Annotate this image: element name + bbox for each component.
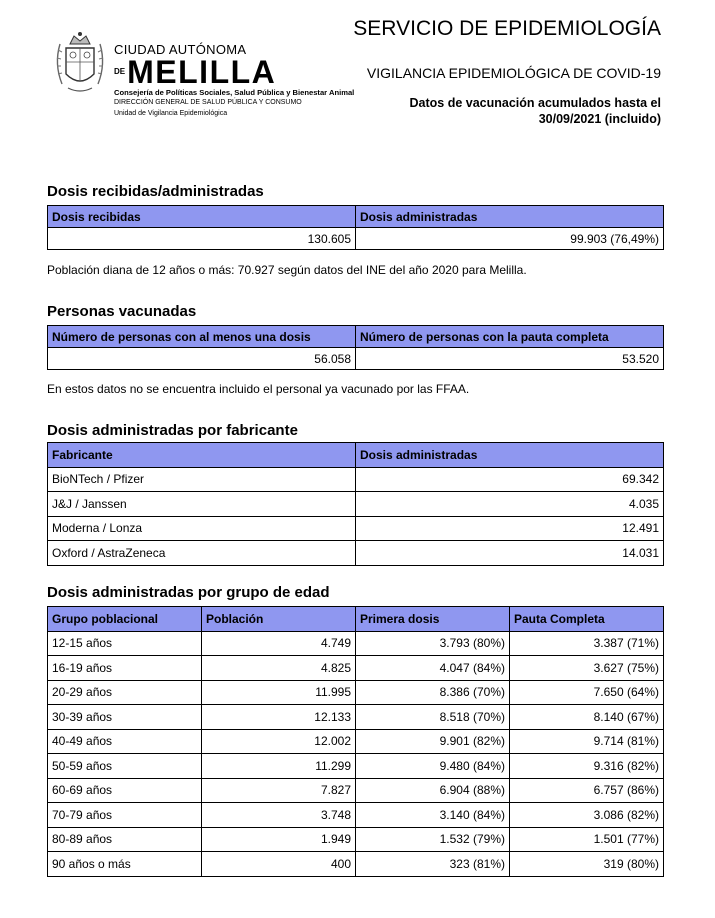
doses-administered-value: 99.903 (76,49%) — [356, 228, 664, 250]
full-schedule-cell: 319 (80%) — [510, 852, 664, 877]
first-dose-cell: 9.901 (82%) — [356, 729, 510, 754]
document-subtitle: VIGILANCIA EPIDEMIOLÓGICA DE COVID-19 — [366, 65, 661, 81]
age-group-cell: 70-79 años — [48, 803, 202, 828]
people-one-dose-value: 56.058 — [48, 348, 356, 370]
table-row — [48, 705, 664, 730]
first-dose-cell: 1.532 (79%) — [356, 827, 510, 852]
coat-of-arms-icon — [52, 30, 108, 96]
full-schedule-cell: 3.086 (82%) — [510, 803, 664, 828]
age-table-body — [48, 631, 664, 876]
age-group-cell: 12-15 años — [48, 631, 202, 656]
org-de: DE — [114, 67, 126, 76]
table-row — [48, 541, 664, 566]
age-group-cell: 80-89 años — [48, 827, 202, 852]
population-cell: 12.002 — [202, 729, 356, 754]
table-row — [48, 348, 664, 370]
header-cell: Número de personas con al menos una dosis — [48, 326, 356, 348]
full-schedule-cell: 8.140 (67%) — [510, 705, 664, 730]
manufacturer-name: Oxford / AstraZeneca — [48, 541, 356, 566]
full-schedule-cell: 9.316 (82%) — [510, 754, 664, 779]
org-directorate: DIRECCIÓN GENERAL DE SALUD PÚBLICA Y CONSUMO — [114, 99, 302, 106]
population-cell: 11.299 — [202, 754, 356, 779]
section-title-manufacturer: Dosis administradas por fabricante — [47, 422, 298, 439]
org-city-text: MELILLA — [127, 54, 277, 90]
document-title: SERVICIO DE EPIDEMIOLOGÍA — [353, 17, 661, 40]
table-row — [48, 228, 664, 250]
header-cell: Dosis administradas — [356, 206, 664, 228]
age-group-cell: 16-19 años — [48, 656, 202, 681]
org-department: Consejería de Políticas Sociales, Salud Pública y Bienestar Animal — [114, 88, 355, 97]
full-schedule-cell: 3.627 (75%) — [510, 656, 664, 681]
table-header-row — [48, 206, 664, 228]
population-cell: 400 — [202, 852, 356, 877]
doses-table — [47, 205, 664, 250]
manufacturer-doses: 69.342 — [356, 467, 664, 492]
org-city-name — [114, 54, 277, 90]
population-cell: 3.748 — [202, 803, 356, 828]
table-row — [48, 778, 664, 803]
table-header-row — [48, 607, 664, 632]
first-dose-cell: 323 (81%) — [356, 852, 510, 877]
population-cell: 12.133 — [202, 705, 356, 730]
manufacturer-doses: 14.031 — [356, 541, 664, 566]
first-dose-cell: 8.386 (70%) — [356, 680, 510, 705]
table-row — [48, 803, 664, 828]
manufacturer-table — [47, 442, 664, 566]
population-cell: 11.995 — [202, 680, 356, 705]
age-group-cell: 30-39 años — [48, 705, 202, 730]
age-group-cell: 40-49 años — [48, 729, 202, 754]
header-cell: Grupo poblacional — [48, 607, 202, 632]
manufacturer-doses: 12.491 — [356, 516, 664, 541]
age-group-cell: 90 años o más — [48, 852, 202, 877]
population-cell: 7.827 — [202, 778, 356, 803]
table-row — [48, 516, 664, 541]
document-header — [0, 0, 715, 170]
first-dose-cell: 3.793 (80%) — [356, 631, 510, 656]
first-dose-cell: 8.518 (70%) — [356, 705, 510, 730]
age-group-cell: 50-59 años — [48, 754, 202, 779]
people-table — [47, 325, 664, 370]
section-title-doses: Dosis recibidas/administradas — [47, 183, 264, 200]
age-group-table — [47, 606, 664, 877]
header-cell: Dosis administradas — [356, 443, 664, 468]
table-row — [48, 852, 664, 877]
table-header-row — [48, 443, 664, 468]
manufacturer-name: Moderna / Lonza — [48, 516, 356, 541]
manufacturer-name: J&J / Janssen — [48, 492, 356, 517]
full-schedule-cell: 3.387 (71%) — [510, 631, 664, 656]
org-name-top: CIUDAD AUTÓNOMA — [114, 42, 247, 57]
table-row — [48, 656, 664, 681]
header-cell: Población — [202, 607, 356, 632]
population-cell: 4.825 — [202, 656, 356, 681]
first-dose-cell: 3.140 (84%) — [356, 803, 510, 828]
first-dose-cell: 6.904 (88%) — [356, 778, 510, 803]
table-row — [48, 680, 664, 705]
org-unit: Unidad de Vigilancia Epidemiológica — [114, 110, 228, 117]
ffaa-note: En estos datos no se encuentra incluido el personal ya vacunado por las FFAA. — [47, 382, 470, 396]
table-row — [48, 631, 664, 656]
table-row — [48, 827, 664, 852]
header-cell: Primera dosis — [356, 607, 510, 632]
target-population-note: Población diana de 12 años o más: 70.927 según datos del INE del año 2020 para Melilla. — [47, 263, 527, 277]
section-title-age: Dosis administradas por grupo de edad — [47, 584, 330, 601]
age-group-cell: 20-29 años — [48, 680, 202, 705]
full-schedule-cell: 1.501 (77%) — [510, 827, 664, 852]
table-row — [48, 729, 664, 754]
date-caption: Datos de vacunación acumulados hasta el — [409, 96, 661, 110]
doses-received-value: 130.605 — [48, 228, 356, 250]
first-dose-cell: 9.480 (84%) — [356, 754, 510, 779]
table-row — [48, 492, 664, 517]
header-cell: Pauta Completa — [510, 607, 664, 632]
header-cell: Dosis recibidas — [48, 206, 356, 228]
full-schedule-cell: 6.757 (86%) — [510, 778, 664, 803]
full-schedule-cell: 7.650 (64%) — [510, 680, 664, 705]
people-full-value: 53.520 — [356, 348, 664, 370]
manufacturer-doses: 4.035 — [356, 492, 664, 517]
header-cell: Fabricante — [48, 443, 356, 468]
age-group-cell: 60-69 años — [48, 778, 202, 803]
table-header-row — [48, 326, 664, 348]
section-title-people: Personas vacunadas — [47, 303, 197, 320]
date-value: 30/09/2021 (incluido) — [538, 112, 661, 126]
population-cell: 1.949 — [202, 827, 356, 852]
first-dose-cell: 4.047 (84%) — [356, 656, 510, 681]
header-cell: Número de personas con la pauta completa — [356, 326, 664, 348]
population-cell: 4.749 — [202, 631, 356, 656]
manufacturer-name: BioNTech / Pfizer — [48, 467, 356, 492]
full-schedule-cell: 9.714 (81%) — [510, 729, 664, 754]
table-row — [48, 754, 664, 779]
table-row — [48, 467, 664, 492]
